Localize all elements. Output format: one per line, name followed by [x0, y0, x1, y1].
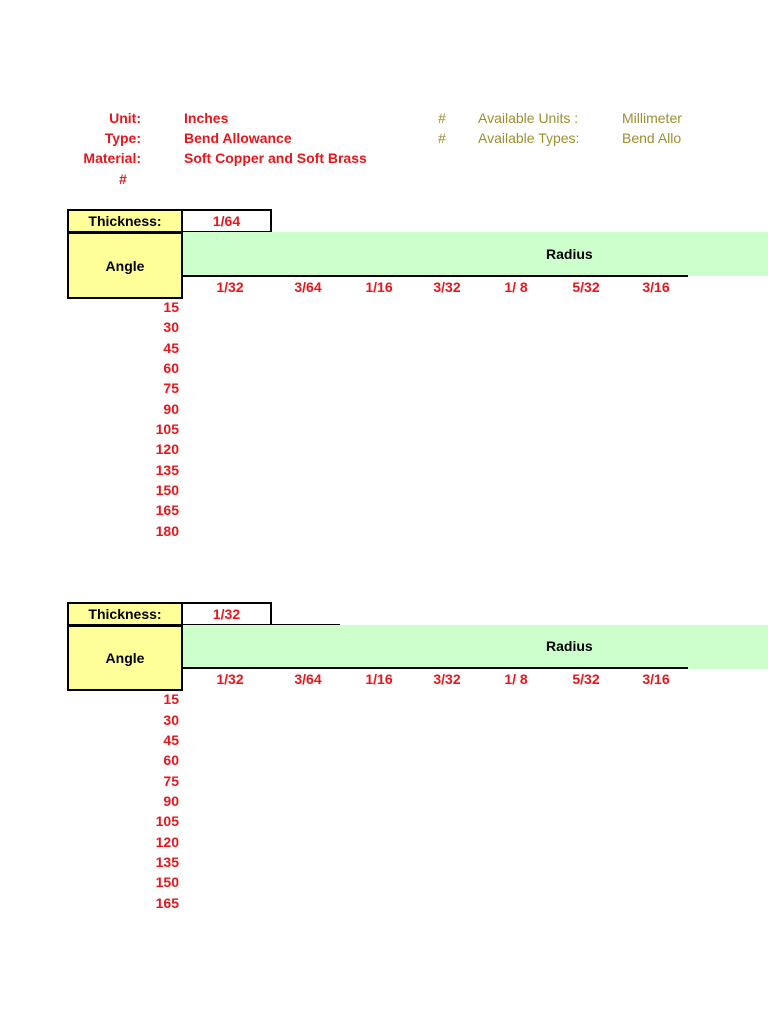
radius-underline	[183, 275, 688, 277]
angle-row: 180	[155, 523, 179, 539]
angle-row: 30	[163, 712, 179, 728]
angle-row: 15	[163, 691, 179, 707]
radius-label: Radius	[546, 246, 593, 262]
angle-row: 105	[155, 813, 179, 829]
angle-row: 90	[163, 793, 179, 809]
angle-row: 45	[163, 732, 179, 748]
angle-row: 45	[163, 340, 179, 356]
radius-column-header: 3/64	[294, 671, 322, 687]
radius-header	[183, 625, 768, 669]
angle-label: Angle	[67, 232, 183, 299]
angle-row: 105	[155, 421, 179, 437]
angle-row: 165	[155, 502, 179, 518]
available-units-value: Millimeter	[622, 110, 682, 126]
unit-value: Inches	[184, 110, 229, 126]
angle-row: 120	[155, 441, 179, 457]
material-label: Material:	[83, 150, 141, 166]
material-value: Soft Copper and Soft Brass	[184, 150, 367, 166]
radius-column-header: 1/32	[216, 671, 244, 687]
thickness-label: Thickness:	[67, 602, 183, 626]
radius-column-header: 5/32	[572, 279, 600, 295]
angle-label: Angle	[67, 625, 183, 691]
radius-underline	[183, 667, 688, 669]
available-types-label: Available Types:	[478, 130, 580, 146]
angle-row: 120	[155, 834, 179, 850]
angle-row: 30	[163, 319, 179, 335]
type-value: Bend Allowance	[184, 130, 292, 146]
angle-row: 60	[163, 360, 179, 376]
radius-column-header: 3/32	[433, 671, 461, 687]
radius-column-header: 1/ 8	[504, 671, 528, 687]
available-types-hash: #	[438, 130, 446, 146]
radius-label: Radius	[546, 638, 593, 654]
angle-row: 135	[155, 462, 179, 478]
angle-row: 150	[155, 482, 179, 498]
available-types-value: Bend Allo	[622, 130, 682, 146]
angle-row: 90	[163, 401, 179, 417]
type-label: Type:	[104, 130, 141, 146]
radius-column-header: 3/16	[642, 671, 670, 687]
radius-column-header: 1/32	[216, 279, 244, 295]
angle-row: 150	[155, 874, 179, 890]
radius-header	[183, 232, 768, 276]
thickness-value[interactable]: 1/64	[183, 209, 272, 233]
thickness-label: Thickness:	[67, 209, 183, 233]
radius-column-header: 1/16	[365, 671, 393, 687]
angle-row: 75	[163, 380, 179, 396]
angle-row: 60	[163, 752, 179, 768]
radius-column-header: 3/64	[294, 279, 322, 295]
angle-row: 135	[155, 854, 179, 870]
radius-column-header: 1/ 8	[504, 279, 528, 295]
radius-column-header: 3/32	[433, 279, 461, 295]
hash-mark: #	[119, 171, 127, 187]
available-units-hash: #	[438, 110, 446, 126]
unit-label: Unit:	[109, 110, 141, 126]
radius-column-header: 3/16	[642, 279, 670, 295]
radius-column-header: 1/16	[365, 279, 393, 295]
angle-row: 75	[163, 773, 179, 789]
thickness-value[interactable]: 1/32	[183, 602, 272, 626]
available-units-label: Available Units :	[478, 110, 579, 126]
angle-row: 165	[155, 895, 179, 911]
radius-column-header: 5/32	[572, 671, 600, 687]
angle-row: 15	[163, 299, 179, 315]
